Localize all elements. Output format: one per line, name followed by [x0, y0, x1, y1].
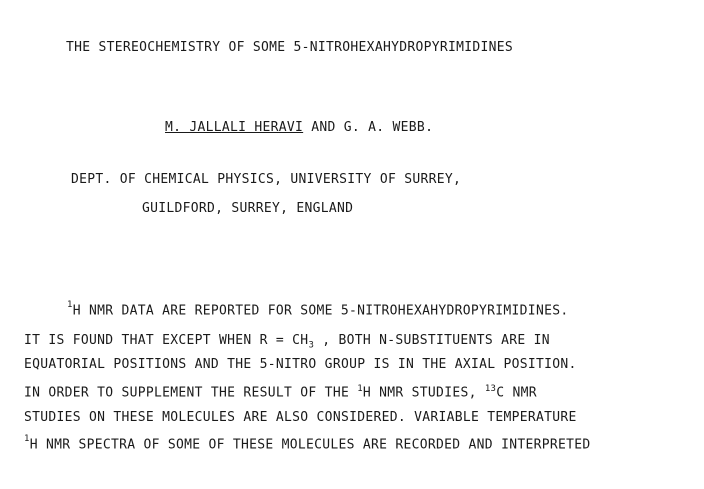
paper-title: THE STEREOCHEMISTRY OF SOME 5-NITROHEXAHYDROPYRIMIDINES: [66, 40, 513, 55]
author-name-1: M. JALLALI HERAVI: [165, 120, 304, 135]
superscript: 13: [484, 384, 497, 394]
abstract-line-4: [24, 384, 537, 400]
superscript: 1: [24, 434, 30, 444]
abstract-text: H NMR STUDIES,: [362, 385, 485, 401]
abstract-text: IT IS FOUND THAT EXCEPT WHEN R = CH: [24, 333, 309, 348]
abstract-text: H NMR DATA ARE REPORTED FOR SOME 5-NITROHEXAHYDROPYRIMIDINES.: [72, 303, 569, 319]
abstract-text: C NMR: [496, 385, 537, 401]
abstract-line-2: [24, 333, 550, 351]
abstract-line-1: [67, 302, 568, 318]
affiliation-line-1: DEPT. OF CHEMICAL PHYSICS, UNIVERSITY OF SURREY,: [71, 172, 462, 187]
abstract-line-3: EQUATORIAL POSITIONS AND THE 5-NITRO GROUP IS IN THE AXIAL POSITION.: [24, 357, 577, 372]
subscript: 3: [308, 340, 315, 351]
abstract-line-6: [24, 436, 590, 452]
superscript: 1: [357, 384, 363, 394]
affiliation-line-2: GUILDFORD, SURREY, ENGLAND: [142, 201, 354, 216]
abstract-text: , BOTH N-SUBSTITUENTS ARE IN: [314, 333, 550, 348]
abstract-text: H NMR SPECTRA OF SOME OF THESE MOLECULES ARE RECORDED AND INTERPRETED: [29, 437, 591, 453]
author-connector: AND: [303, 120, 344, 135]
abstract-line-5: STUDIES ON THESE MOLECULES ARE ALSO CONSIDERED. VARIABLE TEMPERATURE: [24, 410, 577, 425]
superscript: 1: [67, 300, 73, 310]
author-name-2: G. A. WEBB.: [343, 120, 434, 135]
author-line: [165, 120, 433, 135]
abstract-text: IN ORDER TO SUPPLEMENT THE RESULT OF THE: [24, 385, 358, 401]
